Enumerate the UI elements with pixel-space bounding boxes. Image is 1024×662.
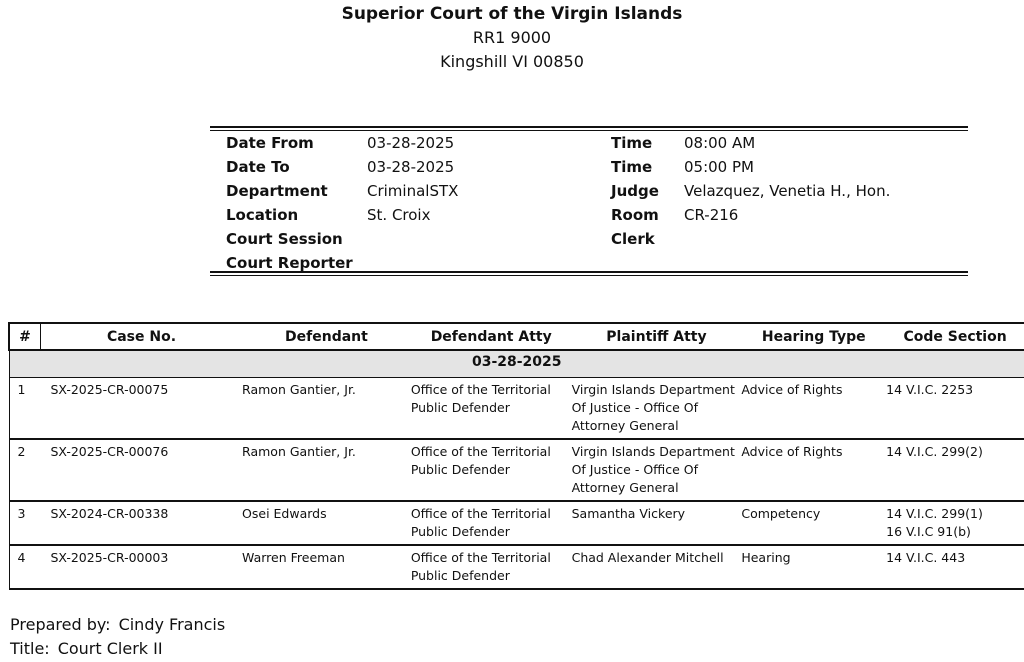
info-value: 08:00 AM bbox=[684, 134, 756, 152]
col-header-number: # bbox=[9, 323, 40, 350]
cell-hearing-type: Advice of Rights bbox=[741, 439, 886, 501]
bottom-rule bbox=[210, 271, 968, 276]
info-value: 03-28-2025 bbox=[367, 134, 455, 152]
calendar-info-block bbox=[210, 126, 968, 276]
cell-defendant-atty-line: Public Defender bbox=[410, 400, 510, 415]
info-label: Date To bbox=[226, 158, 290, 176]
info-label: Time bbox=[611, 158, 653, 176]
cell-defendant: Ramon Gantier, Jr. bbox=[242, 378, 411, 440]
cell-plaintiff-atty bbox=[572, 501, 742, 545]
info-row bbox=[210, 203, 968, 227]
date-group-row bbox=[9, 350, 1024, 378]
cell-plaintiff-atty-line: Attorney General bbox=[571, 480, 679, 495]
title-value: Court Clerk II bbox=[57, 639, 163, 658]
cell-defendant-atty bbox=[411, 501, 572, 545]
info-row bbox=[210, 131, 968, 155]
cell-plaintiff-atty bbox=[572, 439, 742, 501]
prepared-by-label: Prepared by: bbox=[10, 615, 111, 634]
info-value: CriminalSTX bbox=[367, 182, 459, 200]
address-line-2: Kingshill VI 00850 bbox=[440, 52, 584, 71]
info-label: Room bbox=[611, 206, 659, 224]
cell-plaintiff-atty-line: Of Justice - Office Of bbox=[571, 462, 699, 477]
cell-defendant-atty-line: Office of the Territorial bbox=[410, 506, 551, 521]
info-label: Department bbox=[226, 182, 328, 200]
table-row bbox=[9, 545, 1024, 589]
info-value: Velazquez, Venetia H., Hon. bbox=[684, 182, 891, 200]
table-row bbox=[9, 378, 1024, 440]
table-header-row bbox=[9, 323, 1024, 350]
title-label: Title: bbox=[10, 639, 50, 658]
cell-code-section bbox=[886, 501, 1024, 545]
cell-defendant-atty-line: Office of the Territorial bbox=[410, 444, 551, 459]
col-header-hearing-type: Hearing Type bbox=[741, 323, 886, 350]
address-line-1: RR1 9000 bbox=[472, 28, 552, 47]
info-label: Location bbox=[226, 206, 299, 224]
cell-plaintiff-atty-line: Attorney General bbox=[571, 418, 679, 433]
info-label: Time bbox=[611, 134, 653, 152]
cell-plaintiff-atty bbox=[572, 545, 742, 589]
info-label: Court Reporter bbox=[226, 254, 353, 272]
cell-plaintiff-atty-line: Virgin Islands Department bbox=[571, 444, 735, 459]
cell-plaintiff-atty-line: Of Justice - Office Of bbox=[571, 400, 699, 415]
col-header-code-section: Code Section bbox=[886, 323, 1024, 350]
cell-hearing-type: Competency bbox=[741, 501, 886, 545]
cell-code-section bbox=[886, 439, 1024, 501]
info-value: 05:00 PM bbox=[684, 158, 754, 176]
prepared-by-line bbox=[10, 613, 225, 637]
info-value: St. Croix bbox=[367, 206, 431, 224]
info-label: Judge bbox=[611, 182, 659, 200]
report-header bbox=[0, 0, 1024, 74]
cell-hearing-type: Advice of Rights bbox=[741, 378, 886, 440]
date-group-label: 03-28-2025 bbox=[9, 350, 1024, 378]
cell-code-section-line: 14 V.I.C. 299(2) bbox=[886, 444, 983, 459]
col-header-plaintiff-atty: Plaintiff Atty bbox=[572, 323, 742, 350]
court-name: Superior Court of the Virgin Islands bbox=[341, 4, 683, 24]
cell-code-section-line: 14 V.I.C. 2253 bbox=[886, 382, 974, 397]
info-row bbox=[210, 155, 968, 179]
cell-number: 1 bbox=[9, 378, 40, 440]
cell-plaintiff-atty-line: Virgin Islands Department bbox=[571, 382, 735, 397]
cell-plaintiff-atty-line: Samantha Vickery bbox=[571, 506, 686, 521]
cell-number: 4 bbox=[9, 545, 40, 589]
info-row bbox=[210, 227, 968, 251]
cell-defendant-atty-line: Office of the Territorial bbox=[410, 550, 551, 565]
info-label: Date From bbox=[226, 134, 314, 152]
cell-case-no: SX-2024-CR-00338 bbox=[40, 501, 242, 545]
cell-case-no: SX-2025-CR-00003 bbox=[40, 545, 242, 589]
cell-defendant-atty-line: Public Defender bbox=[410, 524, 510, 539]
info-value: 03-28-2025 bbox=[367, 158, 455, 176]
info-label: Clerk bbox=[611, 230, 655, 248]
cell-plaintiff-atty-line: Chad Alexander Mitchell bbox=[571, 550, 724, 565]
cell-defendant-atty bbox=[411, 439, 572, 501]
cell-defendant: Warren Freeman bbox=[242, 545, 411, 589]
cell-defendant-atty-line: Public Defender bbox=[410, 568, 510, 583]
hearing-table bbox=[8, 322, 1024, 590]
prepared-by-value: Cindy Francis bbox=[118, 615, 226, 634]
cell-number: 3 bbox=[9, 501, 40, 545]
col-header-defendant-atty: Defendant Atty bbox=[411, 323, 572, 350]
cell-defendant-atty bbox=[411, 378, 572, 440]
cell-case-no: SX-2025-CR-00076 bbox=[40, 439, 242, 501]
cell-plaintiff-atty bbox=[572, 378, 742, 440]
info-value: CR-216 bbox=[684, 206, 739, 224]
cell-code-section-line: 16 V.I.C 91(b) bbox=[886, 524, 971, 539]
col-header-case-no: Case No. bbox=[40, 323, 242, 350]
cell-defendant-atty-line: Office of the Territorial bbox=[410, 382, 551, 397]
cell-defendant: Osei Edwards bbox=[242, 501, 411, 545]
table-row bbox=[9, 439, 1024, 501]
cell-hearing-type: Hearing bbox=[741, 545, 886, 589]
cell-defendant: Ramon Gantier, Jr. bbox=[242, 439, 411, 501]
cell-number: 2 bbox=[9, 439, 40, 501]
cell-defendant-atty bbox=[411, 545, 572, 589]
table-row bbox=[9, 501, 1024, 545]
cell-case-no: SX-2025-CR-00075 bbox=[40, 378, 242, 440]
cell-code-section-line: 14 V.I.C. 443 bbox=[886, 550, 966, 565]
title-line bbox=[10, 637, 163, 661]
info-row bbox=[210, 179, 968, 203]
cell-code-section bbox=[886, 378, 1024, 440]
info-label: Court Session bbox=[226, 230, 343, 248]
cell-defendant-atty-line: Public Defender bbox=[410, 462, 510, 477]
cell-code-section bbox=[886, 545, 1024, 589]
cell-code-section-line: 14 V.I.C. 299(1) bbox=[886, 506, 983, 521]
col-header-defendant: Defendant bbox=[242, 323, 411, 350]
